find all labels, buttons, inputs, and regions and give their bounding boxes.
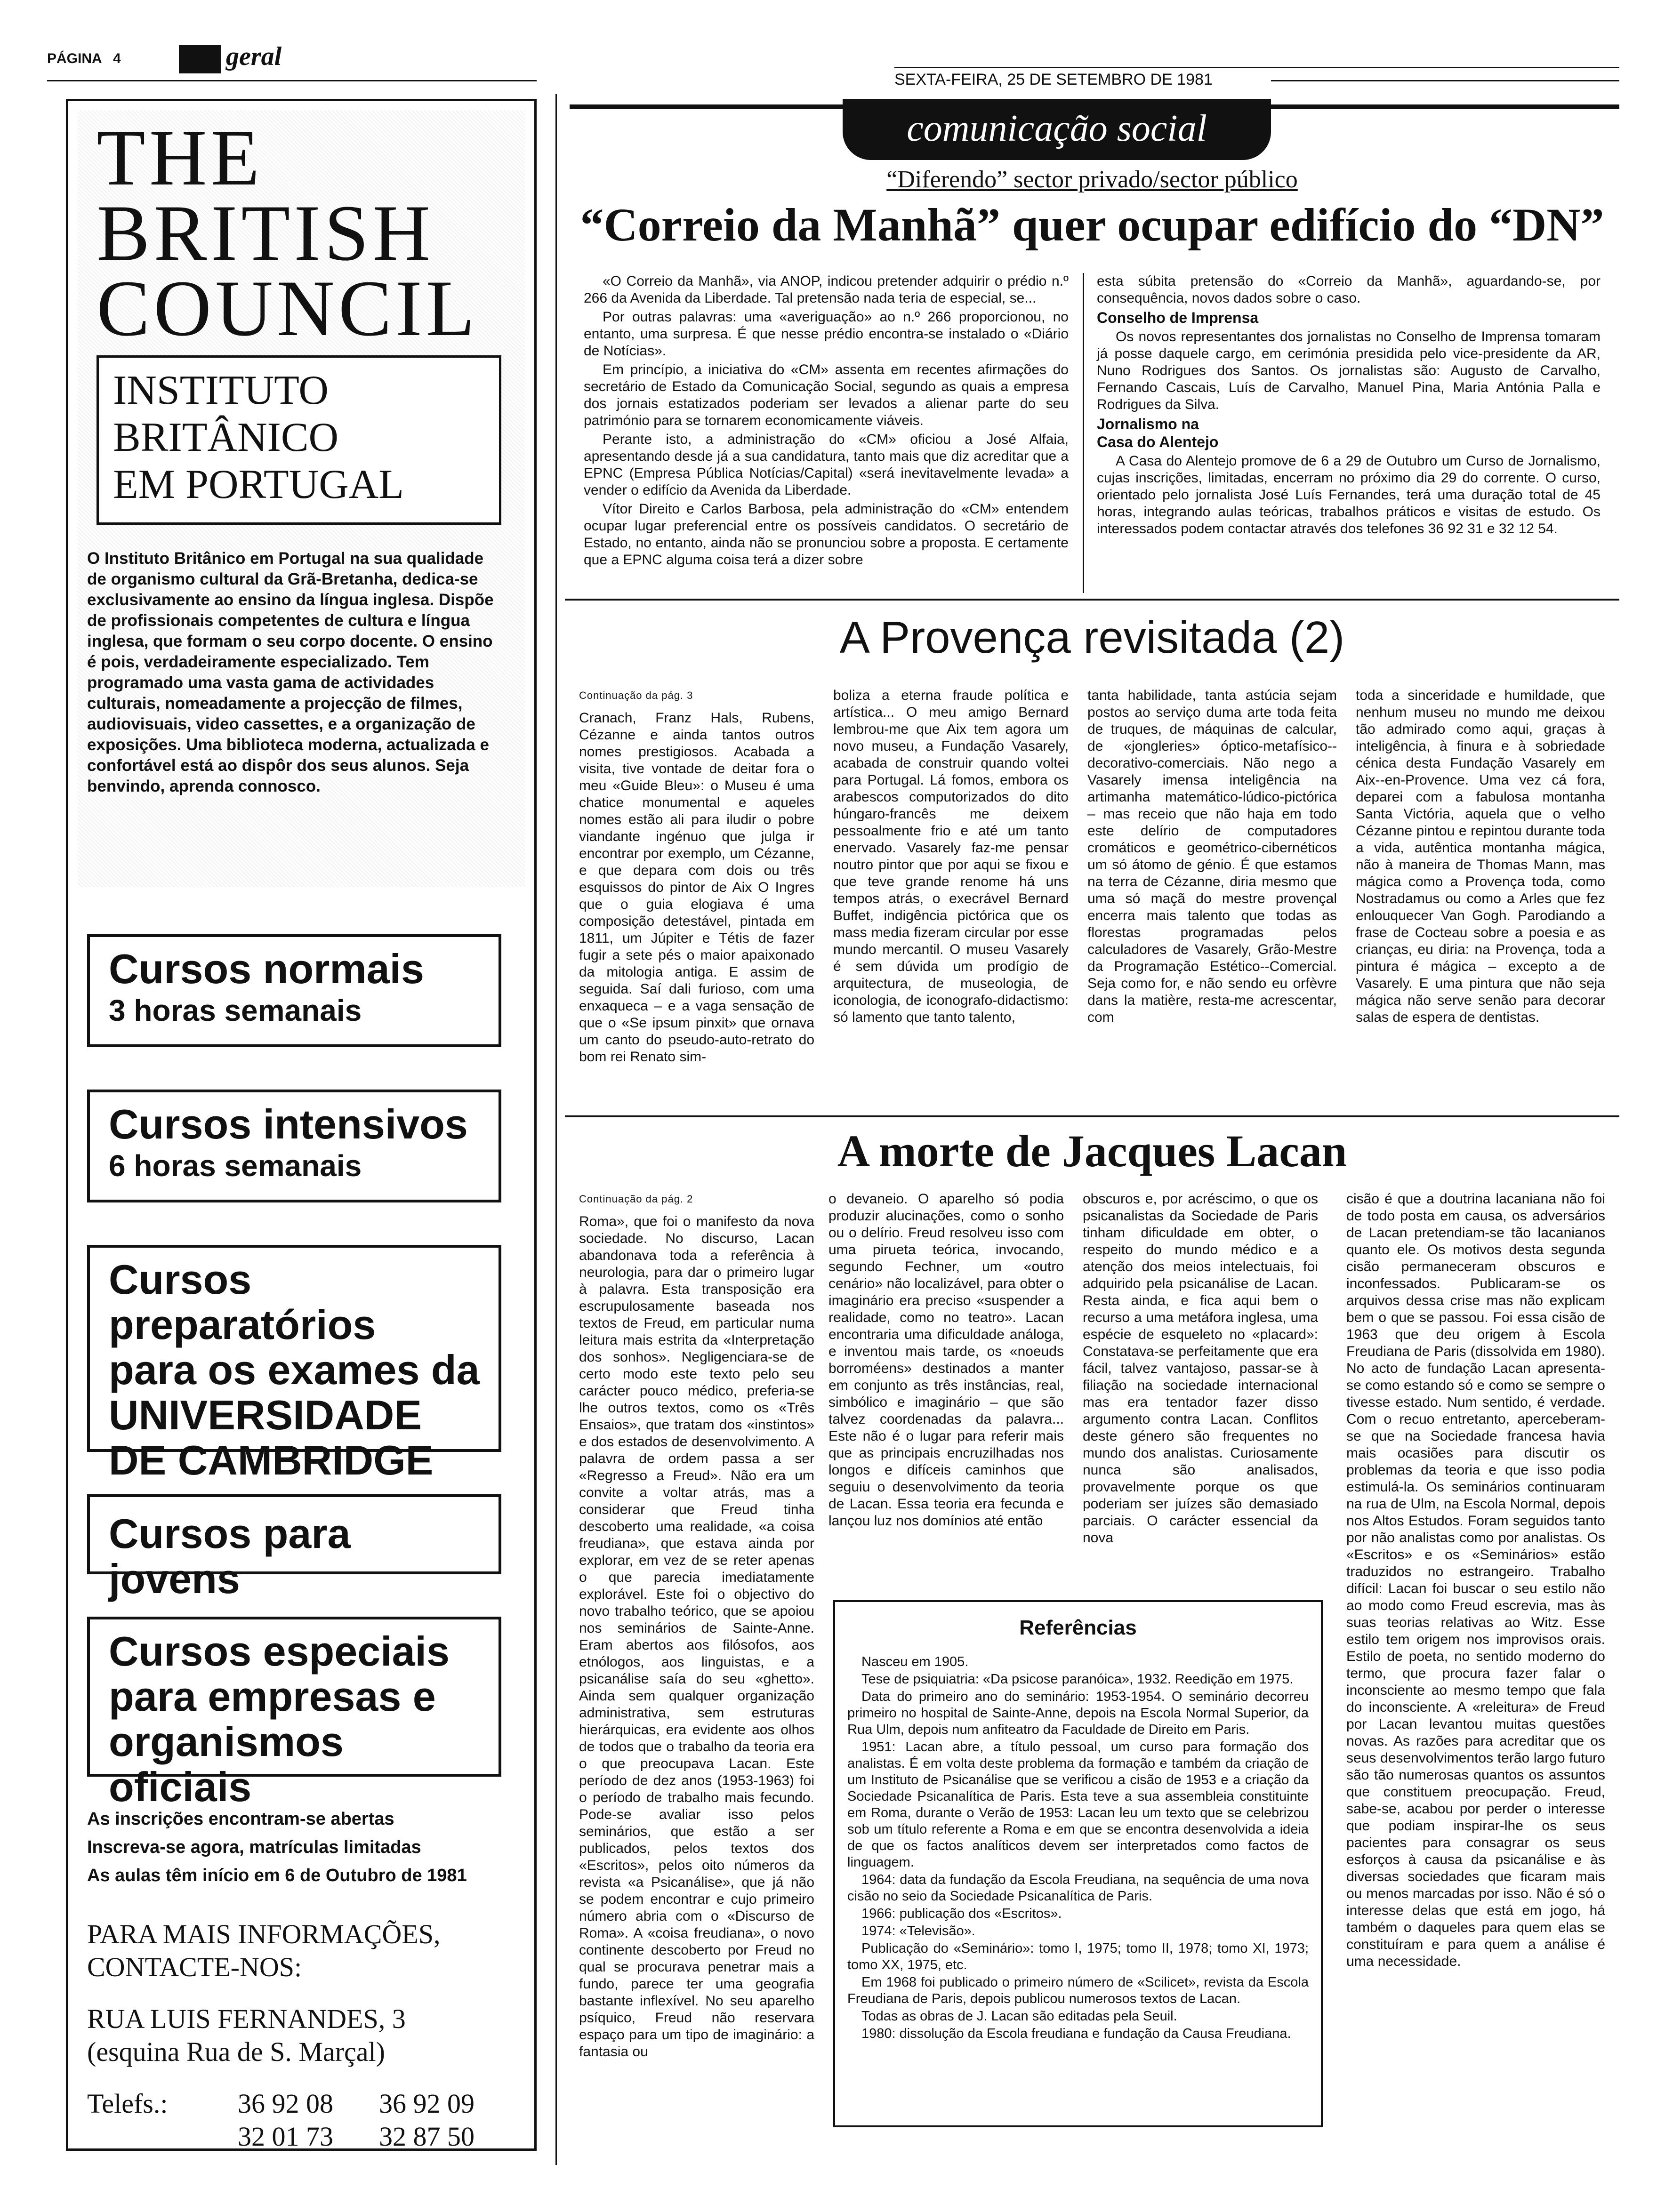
course-box-normal bbox=[87, 934, 501, 1047]
subheading: Conselho de Imprensa bbox=[1097, 309, 1259, 326]
page-header bbox=[47, 42, 1619, 99]
paragraph: o devaneio. O aparelho só podia produzir alucinações, como o sonho ou o delírio. Freud resolveu isso com uma pirueta teórica, invocando, segundo Fechner, um «outro cenário» não localizável, para obter o imaginário era preciso «suspender a realidade, como no teatro». Lacan encontraria uma dificuldade análoga, e inventou mais tarde, os «noeuds borroméens» destinados a manter em conjunto as três instâncias, real, simbólico e imaginário – que são talvez coordenadas da palavra... Este não é o lugar para referir mais que as principais encruzilhadas nos longos e difíceis caminhos que seguiu o desenvolvimento da teoria de Lacan. Essa teoria era fecunda e lançou luz nos domínios até então bbox=[828, 1191, 1064, 1529]
paragraph: «O Correio da Manhã», via ANOP, indicou pretender adquirir o prédio n.º 266 da Avenida da Liberdade. Tal pretensão nada teria de especial, se... bbox=[584, 273, 1069, 306]
reference-item: Nasceu em 1905. bbox=[861, 1654, 969, 1669]
banner-rule-right bbox=[1271, 104, 1619, 109]
section-rule bbox=[565, 1115, 1619, 1117]
subheading: Casa do Alentejo bbox=[1097, 433, 1219, 450]
article2-col3 bbox=[1087, 687, 1337, 1028]
references-title: Referências bbox=[1019, 1616, 1137, 1639]
british-council-ad bbox=[66, 99, 537, 2151]
page-number: 4 bbox=[113, 51, 121, 66]
paragraph: tanta habilidade, tanta astúcia sejam postos ao serviço duma arte toda feita de truques, de máquinas de calcular, de «jongleries» óptico-metafísico--decorativo-comerciais. Não nego a Vasarely imensa inteligência na artimanha matemático-lúdico-pictórica – mas receio que não haja em todo este delírio de computadores cromáticos e geométrico-cibernéticos um só átomo de génio. É que estamos na terra de Cézanne, diria mesmo que uma só maçã do mestre provençal encerra mais talento que todas as florestas programadas pelos calculadores de Vasarely, Grão-Mestre da Programação Estético--Comercial. Seja como for, e não sendo eu orfèvre dans la matière, resta-me acrescentar, com bbox=[1087, 688, 1337, 1025]
course-line: DE CAMBRIDGE bbox=[109, 1437, 434, 1483]
article1-headline: “Correio da Manhã” quer ocupar edifício do “DN” bbox=[580, 199, 1604, 251]
paragraph: Cranach, Franz Hals, Rubens, Cézanne e ainda tantos outros nomes prestigiosos. Acabada a visita, tive vontade de deitar fora o meu «Guide Bleu»: o Museu é uma chatice monumental e aqueles nomes estão ali para iludir o pobre viandante ingénuo que julga ir encontrar por exemplo, um Cézanne, e que depara com dois ou três esquissos do pintor de Aix O Ingres que o guia elogiava é uma composição detestável, pintada em 1811, um Júpiter e Tétis de fazer fugir a sete pés o maior apaixonado da mitologia antiga. E assim de seguida. Saí dali furioso, com uma enxaqueca – e a vaga sensação de que o «Se ipsum pinxit» que ornava um canto do pseudo-auto-retrato do bom rei Renato sim- bbox=[579, 710, 814, 1065]
phone-number: 36 92 08 bbox=[238, 2088, 333, 2119]
course-line: UNIVERSIDADE bbox=[109, 1392, 422, 1438]
paragraph: Em princípio, a iniciativa do «CM» assenta em recentes afirmações do secretário de Estado da Comunicação Social, segundo as quais a empresa dos jornais estatizados poderiam ser levados a alienar parte do seu património para se tornarem economicamente viáveis. bbox=[584, 362, 1069, 428]
section-banner-text: comunicação social bbox=[907, 108, 1207, 149]
course-box-intensive bbox=[87, 1090, 501, 1202]
header-date: SEXTA-FEIRA, 25 DE SETEMBRO DE 1981 bbox=[894, 71, 1213, 88]
phones-label: Telefs.: bbox=[87, 2088, 168, 2119]
ad-title-line: COUNCIL bbox=[97, 264, 479, 353]
continuation-note: Continuação da pág. 3 bbox=[579, 689, 693, 701]
reference-item: 1964: data da fundação da Escola Freudiana, na sequência de uma nova cisão no seio da Sociedade Psicanalítica de Paris. bbox=[847, 1872, 1309, 1904]
address-line: RUA LUIS FERNANDES, 3 bbox=[87, 2004, 406, 2034]
course-line: organismos oficiais bbox=[109, 1718, 344, 1810]
article1-kicker: “Diferendo” sector privado/sector público bbox=[886, 166, 1298, 193]
section-banner bbox=[843, 99, 1271, 160]
reference-item: Publicação do «Seminário»: tomo I, 1975; tomo II, 1978; tomo XI, 1973; tomo XX, 1975, etc. bbox=[847, 1941, 1309, 1972]
column-divider bbox=[555, 94, 557, 2165]
institute-line: BRITÂNICO bbox=[113, 415, 339, 460]
article3-col2 bbox=[828, 1191, 1064, 1531]
course-box-cambridge bbox=[87, 1245, 501, 1483]
section-tag: geral bbox=[226, 42, 282, 71]
ad-title-line: THE bbox=[97, 113, 264, 202]
paragraph: Perante isto, a administração do «CM» oficiou a José Alfaia, apresentando desde já a sua candidatura, tanto mais que diz acreditar que a EPNC (Empresa Pública Notícias/Capital) «será inevitavelmente levada» a vender o edifício da Avenida da Liberdade. bbox=[584, 432, 1069, 498]
address-line: (esquina Rua de S. Marçal) bbox=[87, 2036, 385, 2067]
institute-line: EM PORTUGAL bbox=[113, 462, 404, 507]
section-rule bbox=[565, 599, 1619, 601]
reference-item: Em 1968 foi publicado o primeiro número de «Scilicet», revista da Escola Freudiana de Paris, depois publicou numerosos textos de Lacan. bbox=[847, 1975, 1309, 2006]
ad-title-line: BRITISH bbox=[97, 189, 434, 277]
ad-body-text: O Instituto Britânico em Portugal na sua qualidade de organismo cultural da Grã-Bretanha, dedica-se exclusivamente ao ensino da língua inglesa. Dispõe de profissionais competentes de cultura e língua inglesa, que formam o seu corpo docente. O ensino é pois, verdadeiramente especializado. Tem programado uma vasta gama de actividades culturais, nomeadamente a projecção de filmes, audiovisuais, video cassettes, e a organização de exposições. Uma biblioteca moderna, actualizada e confortável está ao dispôr dos seus alunos. Seja benvindo, aprenda connosco. bbox=[87, 549, 494, 795]
course-title: Cursos para jovens bbox=[109, 1510, 351, 1602]
section-tag-box bbox=[179, 45, 221, 73]
phone-number: 32 01 73 bbox=[238, 2121, 333, 2152]
header-rule bbox=[894, 67, 1619, 68]
paragraph: A Casa do Alentejo promove de 6 a 29 de Outubro um Curso de Jornalismo, cujas inscrições, limitadas, encerram no próximo dia 29 do corrente. O curso, orientado pelo jornalista José Luís Fernandes, terá uma duração total de 45 horas, integrando aulas teóricas, trabalhos práticos e visitas de estudo. Os interessados podem contactar através dos telefones 36 92 31 e 32 12 54. bbox=[1097, 453, 1601, 537]
references-list bbox=[847, 1654, 1309, 2042]
paragraph: boliza a eterna fraude política e artística... O meu amigo Bernard lembrou-me que Aix tem agora um novo museu, a Fundação Vasarely, acabada de construir quando voltei para Portugal. Lá fomos, embora os arabescos computorizados do dito húngaro-francês me deixem pessoalmente frio e até um tanto enervado. Vasarely faz-me pensar noutro pintor que por aqui se fixou e que teve grande renome há uns tempos atrás, o execrável Bernard Buffet, indigência pictórica que os mass media fizeram circular por esse mundo mercantil. O museu Vasarely é sem dúvida um prodígio de arquitectura, de museologia, de iconologia, de iconografo-didactismo: só lamento que tanto talento, bbox=[833, 688, 1069, 1025]
article1-col2 bbox=[1097, 273, 1601, 539]
course-title: Cursos intensivos bbox=[109, 1101, 468, 1147]
reference-item: Data do primeiro ano do seminário: 1953-1954. O seminário decorreu primeiro no hospital de Sainte-Anne, depois na Escola Normal Superior, da Rua Ulm, depois num anfiteatro da Faculdade de Direito em Paris. bbox=[847, 1689, 1309, 1737]
article2-col1 bbox=[579, 687, 814, 1067]
article3-headline: A morte de Jacques Lacan bbox=[837, 1126, 1347, 1176]
phones-row bbox=[87, 2087, 511, 2153]
subheading: Jornalismo na bbox=[1097, 416, 1199, 433]
article1-col-divider bbox=[1083, 273, 1084, 593]
contact-title: CONTACTE-NOS: bbox=[87, 1952, 302, 1982]
course-subtitle: 6 horas semanais bbox=[109, 1149, 362, 1183]
enrollment-line: Inscreva-se agora, matrículas limitadas bbox=[87, 1837, 421, 1857]
course-subtitle: 3 horas semanais bbox=[109, 994, 362, 1027]
article1-col1 bbox=[584, 273, 1069, 570]
references-box bbox=[833, 1600, 1323, 2127]
enrollment-info bbox=[87, 1805, 511, 1890]
article2-col4 bbox=[1356, 687, 1605, 1028]
article3-col1 bbox=[579, 1191, 814, 2062]
enrollment-line: As aulas têm início em 6 de Outubro de 1981 bbox=[87, 1866, 467, 1885]
reference-item: 1980: dissolução da Escola freudiana e fundação da Causa Freudiana. bbox=[861, 2026, 1291, 2041]
paragraph: Por outras palavras: uma «averiguação» ao n.º 266 proporcionou, no entanto, uma surpresa. É que nesse prédio encontra-se instalado o «Diário de Notícias». bbox=[584, 309, 1069, 359]
course-title: Cursos especiais bbox=[109, 1628, 450, 1675]
paragraph: obscuros e, por acréscimo, o que os psicanalistas da Sociedade de Paris tinham dificuldade em obter, o respeito do mundo médico e a atenção dos meios intelectuais, foi adquirido pela psicanálise de Lacan. Resta ainda, e fica aqui bem o recurso a uma metáfora inglesa, uma espécie de esqueleto no «placard»: Constatava-se perfeitamente que era fácil, talvez vantajoso, passar-se à filiação na sociedade internacional mas era tentador fazer disso argumento contra Lacan. Conflitos deste género são frequentes no mundo dos analistas. Curiosamente nunca são analisados, provavelmente porque os que poderiam ser juízes são demasiado parciais. O carácter essencial da nova bbox=[1083, 1191, 1318, 1546]
course-title: Cursos normais bbox=[109, 946, 424, 992]
header-underline-right bbox=[1271, 80, 1619, 81]
contact-title: PARA MAIS INFORMAÇÕES, bbox=[87, 1919, 441, 1949]
course-line: para empresas e bbox=[109, 1673, 436, 1720]
reference-item: 1951: Lacan abre, a título pessoal, um curso para formação dos analistas. É em volta deste problema da formação e também da criação de um Instituto de Psicanálise que se verificou a cisão de 1953 e a criação da Sociedade Psicanalítica de Paris. Esta teve a sua assembleia constituinte em Roma, durante o Verão de 1953: Lacan leu um texto que se celebrizou sob um título referente a Roma e em que se encontra desenvolvida a ideia de que os factos analíticos devem ser interpretados como factos de linguagem. bbox=[847, 1739, 1309, 1870]
reference-item: 1966: publicação dos «Escritos». bbox=[861, 1906, 1062, 1921]
contact-block bbox=[87, 1918, 511, 2153]
page-label: PÁGINA bbox=[47, 51, 102, 66]
header-underline bbox=[47, 80, 537, 81]
reference-item: 1974: «Televisão». bbox=[861, 1923, 975, 1939]
phone-number: 32 87 50 bbox=[379, 2121, 475, 2152]
paragraph: Roma», que foi o manifesto da nova sociedade. No discurso, Lacan abandonava toda a referência à neurologia, para dar o primeiro lugar à palavra. Esta transposição era escrupulosamente baseada nos textos de Freud, em particular numa leitura mais estrita da «Interpretação dos sonhos». Negligenciara-se de certo modo este texto pelo seu carácter pouco médico, preferia-se lhe outros textos, como os «Três Ensaios», que tratam dos «instintos» e dos estados de desenvolvimento. A palavra de ordem passa a ser «Regresso a Freud». Não era um convite a voltar atrás, mas a considerar que Freud tinha descoberto uma realidade, «a coisa freudiana», que estava ainda por explorar, em vez de se reter apenas o que parecia imediatamente explorável. Este foi o objectivo do novo trabalho teórico, que se apoiou nos seminários de Sainte-Anne. Eram abertos aos filósofos, aos etnólogos, aos linguistas, e a psicanálise saía do seu «ghetto». Ainda sem qualquer organização administrativa, sem estruturas hierárquicas, era evidente aos olhos de todos que o trabalho da teoria era o que preocupava Lacan. Este período de dez anos (1953-1963) foi o período de trabalho mais fecundo. Pode-se avaliar isso pelos seminários, que estão a ser publicados, pelos textos dos «Escritos», pelos oito números da revista «a Psicanálise», que já não se podem encontrar e cujo primeiro número abria com o «Discurso de Roma». A «coisa freudiana», o novo continente descoberto por Freud no qual se procurava penetrar mais a fundo, parece ter uma geografia bastante inflexível. No seu aparelho psíquico, Freud não reservara espaço para um tipo de imaginário: a fantasia ou bbox=[579, 1214, 814, 2060]
phone-number: 36 92 09 bbox=[379, 2088, 475, 2119]
paragraph: Vítor Direito e Carlos Barbosa, pela administração do «CM» entendem ocupar lugar preferencial entre os possíveis candidatos. O secretário de Estado, no entanto, ainda não se pronunciou sobre a proposta. E certamente que a EPNC alguma coisa terá a dizer sobre bbox=[584, 501, 1069, 568]
course-box-youth bbox=[87, 1494, 501, 1602]
paragraph: esta súbita pretensão do «Correio da Manhã», aguardando-se, por consequência, novos dados sobre o caso. bbox=[1097, 273, 1601, 306]
paragraph: cisão é que a doutrina lacaniana não foi de todo posta em causa, os adversários de Lacan pretendiam-se tão lacanianos quanto ele. Os motivos desta segunda cisão permaneceram obscuros e inconfessados. Publicaram-se os arquivos dessa crise mas não explicam bem o que se passou. Foi essa cisão de 1963 que deu origem à Escola Freudiana de Paris (dissolvida em 1980). No acto de fundação Lacan apresenta-se como estando só e como se sempre o tivesse estado. Num sentido, é verdade. Com o recuo entretanto, aperceberam-se que na Sociedade francesa havia mais ocasiões para discutir os problemas da teoria e que isso podia estimulá-la. Os seminários continuaram na rua de Ulm, na Escola Normal, depois nos Altos Estudos. Foram seguidos tanto por não analistas como por analistas. Os «Escritos» e os «Seminários» estão traduzidos no estrangeiro. Trabalho difícil: Lacan foi buscar o seu estilo não ao modo como Freud escrevia, mas às suas teorias relativas ao Witz. Esse estilo tem origem nos improvisos orais. Estilo de poeta, no sentido moderno do termo, que procura fazer falar o inconsciente ao mesmo tempo que fala do inconsciente. A «releitura» de Freud por Lacan levantou muitas questões novas. As razões para acreditar que os seus desenvolvimentos terão largo futuro são tão numerosas quantos os assuntos que constituem preocupação. Freud, sabe-se, acabou por perder o interesse que podiam inspirar-lhe os seus pacientes para consagrar os seus esforços à causa da psicanálise e às diversas sociedades que ficaram mais ou menos marcadas por isso. Não é só o interesse delas que está em jogo, há também o daqueles para quem elas se constituíram e para quem a análise é uma necessidade. bbox=[1346, 1191, 1605, 1969]
article2-headline: A Provença revisitada (2) bbox=[839, 612, 1345, 663]
course-line: para os exames da bbox=[109, 1346, 480, 1393]
course-title: Cursos preparatórios bbox=[109, 1256, 376, 1348]
banner-rule-left bbox=[570, 104, 843, 109]
paragraph: toda a sinceridade e humildade, que nenhum museu no mundo me deixou tão admirado como aqui, graças à inteligência, à finura e à sobriedade cénica desta Fundação Vasarely em Aix--en-Provence. Uma vez cá fora, deparei com a fabulosa montanha Santa Victória, aquela que o velho Cézanne pintou e repintou durante toda a vida, autêntica montanha mágica, não à maneira de Thomas Mann, mas mágica como a Provença toda, como Nostradamus ou como a Arles que fez enlouquecer Van Gogh. Parodiando a frase de Cocteau sobre a poesia e as crianças, eu diria: na Provença, toda a pintura é mágica – excepto a de Vasarely. E uma pintura que não seja mágica não serve senão para decorar salas de espera de dentistas. bbox=[1356, 688, 1605, 1025]
institute-box bbox=[97, 355, 501, 525]
article3-col3 bbox=[1083, 1191, 1318, 1548]
article2-col2 bbox=[833, 687, 1069, 1028]
article3-col4 bbox=[1346, 1191, 1605, 1972]
paragraph: Os novos representantes dos jornalistas no Conselho de Imprensa tomaram já posse daquele cargo, em cerimónia presidida pelo vice-presidente da AR, Nuno Rodrigues dos Santos. Os jornalistas são: Augusto de Carvalho, Fernando Cascais, Luís de Carvalho, Manuel Pina, Maria Antónia Palla e Rodrigues da Silva. bbox=[1097, 329, 1601, 412]
reference-item: Todas as obras de J. Lacan são editadas pela Seuil. bbox=[861, 2009, 1177, 2024]
ad-title bbox=[97, 113, 479, 353]
institute-line: INSTITUTO bbox=[113, 368, 329, 413]
continuation-note: Continuação da pág. 2 bbox=[579, 1193, 693, 1205]
reference-item: Tese de psiquiatria: «Da psicose paranóica», 1932. Reedição em 1975. bbox=[861, 1672, 1294, 1687]
enrollment-line: As inscrições encontram-se abertas bbox=[87, 1809, 394, 1829]
course-box-companies bbox=[87, 1617, 501, 1810]
